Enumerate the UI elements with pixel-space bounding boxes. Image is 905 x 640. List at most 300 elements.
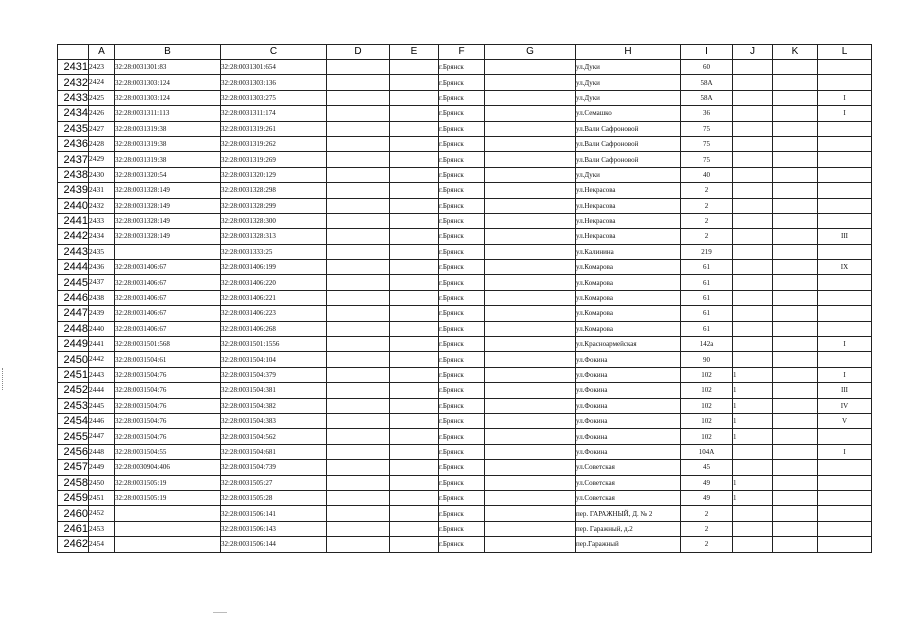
cell-d[interactable] — [327, 337, 390, 352]
cell-e[interactable] — [390, 275, 439, 290]
cell-f[interactable]: г.Брянск — [439, 537, 485, 552]
cell-b[interactable]: 32:28:0031504:76 — [115, 413, 221, 428]
cell-f[interactable]: г.Брянск — [439, 444, 485, 459]
row-number-cell[interactable]: 2447 — [58, 306, 89, 321]
cell-c[interactable]: 32:28:0031506:143 — [221, 521, 327, 536]
cell-c[interactable]: 32:28:0031504:383 — [221, 413, 327, 428]
cell-e[interactable] — [390, 367, 439, 382]
cell-h[interactable]: ул.Комарова — [576, 290, 681, 305]
cell-j[interactable] — [733, 506, 773, 521]
row-number-cell[interactable]: 2461 — [58, 521, 89, 536]
column-header-a[interactable]: A — [89, 45, 115, 60]
cell-k[interactable] — [773, 460, 818, 475]
cell-g[interactable] — [485, 352, 576, 367]
cell-k[interactable] — [773, 337, 818, 352]
cell-c[interactable]: 32:28:0031504:739 — [221, 460, 327, 475]
cell-e[interactable] — [390, 490, 439, 505]
cell-k[interactable] — [773, 290, 818, 305]
cell-g[interactable] — [485, 444, 576, 459]
cell-b[interactable]: 32:28:0031406:67 — [115, 290, 221, 305]
cell-k[interactable] — [773, 90, 818, 105]
cell-e[interactable] — [390, 475, 439, 490]
row-number-cell[interactable]: 2436 — [58, 136, 89, 151]
cell-d[interactable] — [327, 429, 390, 444]
column-header-j[interactable]: J — [733, 45, 773, 60]
cell-j[interactable] — [733, 60, 773, 75]
cell-k[interactable] — [773, 367, 818, 382]
cell-f[interactable]: г.Брянск — [439, 244, 485, 259]
cell-a[interactable]: 2450 — [89, 475, 115, 490]
cell-h[interactable]: ул.Советская — [576, 475, 681, 490]
cell-f[interactable]: г.Брянск — [439, 475, 485, 490]
cell-b[interactable]: 32:28:0031311:113 — [115, 106, 221, 121]
cell-b[interactable]: 32:28:0031301:83 — [115, 60, 221, 75]
cell-k[interactable] — [773, 244, 818, 259]
cell-b[interactable]: 32:28:0031319:38 — [115, 152, 221, 167]
cell-c[interactable]: 32:28:0031303:275 — [221, 90, 327, 105]
cell-f[interactable]: г.Брянск — [439, 352, 485, 367]
column-header-k[interactable]: K — [773, 45, 818, 60]
cell-h[interactable]: ул.Некрасова — [576, 198, 681, 213]
cell-g[interactable] — [485, 490, 576, 505]
cell-k[interactable] — [773, 429, 818, 444]
cell-f[interactable]: г.Брянск — [439, 490, 485, 505]
cell-a[interactable]: 2433 — [89, 213, 115, 228]
cell-j[interactable] — [733, 183, 773, 198]
cell-f[interactable]: г.Брянск — [439, 152, 485, 167]
cell-l[interactable] — [818, 521, 872, 536]
cell-j[interactable] — [733, 537, 773, 552]
cell-d[interactable] — [327, 521, 390, 536]
cell-h[interactable]: ул.Вали Сафроновой — [576, 152, 681, 167]
cell-f[interactable]: г.Брянск — [439, 321, 485, 336]
cell-j[interactable] — [733, 290, 773, 305]
cell-k[interactable] — [773, 106, 818, 121]
cell-k[interactable] — [773, 352, 818, 367]
cell-f[interactable]: г.Брянск — [439, 290, 485, 305]
row-number-cell[interactable]: 2442 — [58, 229, 89, 244]
cell-i[interactable]: 40 — [681, 167, 733, 182]
corner-cell[interactable] — [58, 45, 89, 60]
cell-d[interactable] — [327, 198, 390, 213]
cell-k[interactable] — [773, 275, 818, 290]
cell-h[interactable]: ул.Фокина — [576, 398, 681, 413]
cell-a[interactable]: 2430 — [89, 167, 115, 182]
cell-l[interactable] — [818, 167, 872, 182]
cell-d[interactable] — [327, 306, 390, 321]
cell-c[interactable]: 32:28:0031506:141 — [221, 506, 327, 521]
cell-h[interactable]: ул.Дуки — [576, 60, 681, 75]
cell-g[interactable] — [485, 198, 576, 213]
cell-b[interactable]: 32:28:0031504:76 — [115, 367, 221, 382]
cell-a[interactable]: 2431 — [89, 183, 115, 198]
cell-d[interactable] — [327, 183, 390, 198]
cell-l[interactable]: I — [818, 90, 872, 105]
cell-j[interactable]: 1 — [733, 429, 773, 444]
cell-f[interactable]: г.Брянск — [439, 460, 485, 475]
row-number-cell[interactable]: 2441 — [58, 213, 89, 228]
cell-d[interactable] — [327, 60, 390, 75]
row-number-cell[interactable]: 2455 — [58, 429, 89, 444]
row-number-cell[interactable]: 2454 — [58, 413, 89, 428]
cell-b[interactable]: 32:28:0031328:149 — [115, 213, 221, 228]
cell-a[interactable]: 2432 — [89, 198, 115, 213]
cell-d[interactable] — [327, 383, 390, 398]
cell-j[interactable] — [733, 321, 773, 336]
cell-l[interactable] — [818, 321, 872, 336]
cell-j[interactable]: 1 — [733, 367, 773, 382]
cell-l[interactable] — [818, 460, 872, 475]
cell-g[interactable] — [485, 136, 576, 151]
cell-a[interactable]: 2438 — [89, 290, 115, 305]
cell-j[interactable] — [733, 90, 773, 105]
cell-b[interactable]: 32:28:0031504:76 — [115, 383, 221, 398]
cell-k[interactable] — [773, 60, 818, 75]
row-number-cell[interactable]: 2448 — [58, 321, 89, 336]
cell-i[interactable]: 60 — [681, 60, 733, 75]
cell-i[interactable]: 102 — [681, 398, 733, 413]
cell-j[interactable] — [733, 337, 773, 352]
cell-d[interactable] — [327, 321, 390, 336]
cell-d[interactable] — [327, 506, 390, 521]
cell-c[interactable]: 32:28:0031504:104 — [221, 352, 327, 367]
cell-f[interactable]: г.Брянск — [439, 90, 485, 105]
row-number-cell[interactable]: 2452 — [58, 383, 89, 398]
cell-e[interactable] — [390, 537, 439, 552]
cell-d[interactable] — [327, 260, 390, 275]
cell-g[interactable] — [485, 383, 576, 398]
cell-k[interactable] — [773, 183, 818, 198]
cell-k[interactable] — [773, 383, 818, 398]
cell-g[interactable] — [485, 521, 576, 536]
cell-e[interactable] — [390, 321, 439, 336]
cell-b[interactable]: 32:28:0031303:124 — [115, 75, 221, 90]
cell-l[interactable] — [818, 352, 872, 367]
cell-l[interactable] — [818, 198, 872, 213]
cell-b[interactable] — [115, 244, 221, 259]
cell-i[interactable]: 102 — [681, 429, 733, 444]
row-number-cell[interactable]: 2459 — [58, 490, 89, 505]
cell-a[interactable]: 2441 — [89, 337, 115, 352]
cell-i[interactable]: 142а — [681, 337, 733, 352]
cell-i[interactable]: 75 — [681, 152, 733, 167]
cell-a[interactable]: 2439 — [89, 306, 115, 321]
cell-f[interactable]: г.Брянск — [439, 398, 485, 413]
cell-a[interactable]: 2451 — [89, 490, 115, 505]
cell-d[interactable] — [327, 275, 390, 290]
cell-c[interactable]: 32:28:0031328:300 — [221, 213, 327, 228]
cell-g[interactable] — [485, 152, 576, 167]
cell-g[interactable] — [485, 121, 576, 136]
cell-k[interactable] — [773, 306, 818, 321]
cell-l[interactable]: III — [818, 383, 872, 398]
cell-g[interactable] — [485, 183, 576, 198]
cell-i[interactable]: 219 — [681, 244, 733, 259]
cell-i[interactable]: 61 — [681, 321, 733, 336]
cell-f[interactable]: г.Брянск — [439, 60, 485, 75]
cell-i[interactable]: 2 — [681, 537, 733, 552]
cell-g[interactable] — [485, 537, 576, 552]
cell-g[interactable] — [485, 229, 576, 244]
cell-c[interactable]: 32:28:0031303:136 — [221, 75, 327, 90]
cell-l[interactable] — [818, 244, 872, 259]
cell-c[interactable]: 32:28:0031319:261 — [221, 121, 327, 136]
cell-a[interactable]: 2442 — [89, 352, 115, 367]
cell-c[interactable]: 32:28:0031504:379 — [221, 367, 327, 382]
cell-c[interactable]: 32:28:0031333:25 — [221, 244, 327, 259]
cell-k[interactable] — [773, 136, 818, 151]
cell-g[interactable] — [485, 60, 576, 75]
cell-d[interactable] — [327, 75, 390, 90]
cell-i[interactable]: 36 — [681, 106, 733, 121]
cell-h[interactable]: ул.Комарова — [576, 260, 681, 275]
cell-h[interactable]: ул.Калинина — [576, 244, 681, 259]
cell-j[interactable] — [733, 167, 773, 182]
cell-j[interactable]: 1 — [733, 398, 773, 413]
cell-l[interactable] — [818, 136, 872, 151]
cell-h[interactable]: пер. ГАРАЖНЫЙ, Д. № 2 — [576, 506, 681, 521]
cell-e[interactable] — [390, 229, 439, 244]
cell-l[interactable] — [818, 152, 872, 167]
cell-j[interactable] — [733, 229, 773, 244]
cell-g[interactable] — [485, 460, 576, 475]
cell-d[interactable] — [327, 444, 390, 459]
cell-d[interactable] — [327, 167, 390, 182]
cell-g[interactable] — [485, 290, 576, 305]
cell-h[interactable]: ул.Фокина — [576, 413, 681, 428]
cell-b[interactable]: 32:28:0031406:67 — [115, 321, 221, 336]
cell-f[interactable]: г.Брянск — [439, 275, 485, 290]
cell-h[interactable]: ул.Семашко — [576, 106, 681, 121]
cell-g[interactable] — [485, 167, 576, 182]
cell-k[interactable] — [773, 213, 818, 228]
cell-a[interactable]: 2452 — [89, 506, 115, 521]
cell-j[interactable] — [733, 460, 773, 475]
cell-b[interactable]: 32:28:0031505:19 — [115, 490, 221, 505]
cell-c[interactable]: 32:28:0031319:269 — [221, 152, 327, 167]
cell-a[interactable]: 2423 — [89, 60, 115, 75]
cell-i[interactable]: 2 — [681, 506, 733, 521]
cell-d[interactable] — [327, 136, 390, 151]
cell-l[interactable]: I — [818, 106, 872, 121]
cell-l[interactable] — [818, 213, 872, 228]
row-number-cell[interactable]: 2438 — [58, 167, 89, 182]
cell-a[interactable]: 2447 — [89, 429, 115, 444]
cell-d[interactable] — [327, 413, 390, 428]
cell-e[interactable] — [390, 213, 439, 228]
row-number-cell[interactable]: 2439 — [58, 183, 89, 198]
cell-i[interactable]: 49 — [681, 490, 733, 505]
cell-a[interactable]: 2435 — [89, 244, 115, 259]
cell-b[interactable]: 32:28:0031504:61 — [115, 352, 221, 367]
cell-a[interactable]: 2446 — [89, 413, 115, 428]
cell-h[interactable]: ул.Советская — [576, 460, 681, 475]
cell-l[interactable] — [818, 475, 872, 490]
cell-f[interactable]: г.Брянск — [439, 337, 485, 352]
cell-h[interactable]: ул.Фокина — [576, 383, 681, 398]
cell-a[interactable]: 2428 — [89, 136, 115, 151]
cell-g[interactable] — [485, 398, 576, 413]
cell-c[interactable]: 32:28:0031406:221 — [221, 290, 327, 305]
cell-a[interactable]: 2424 — [89, 75, 115, 90]
cell-h[interactable]: ул.Дуки — [576, 90, 681, 105]
cell-l[interactable] — [818, 429, 872, 444]
cell-l[interactable] — [818, 306, 872, 321]
cell-b[interactable]: 32:28:0031319:38 — [115, 121, 221, 136]
cell-g[interactable] — [485, 506, 576, 521]
cell-f[interactable]: г.Брянск — [439, 213, 485, 228]
cell-g[interactable] — [485, 260, 576, 275]
cell-k[interactable] — [773, 413, 818, 428]
cell-d[interactable] — [327, 367, 390, 382]
cell-e[interactable] — [390, 383, 439, 398]
cell-f[interactable]: г.Брянск — [439, 167, 485, 182]
cell-j[interactable] — [733, 121, 773, 136]
cell-i[interactable]: 49 — [681, 475, 733, 490]
column-header-e[interactable]: E — [390, 45, 439, 60]
cell-b[interactable]: 32:28:0031501:568 — [115, 337, 221, 352]
cell-c[interactable]: 32:28:0031505:28 — [221, 490, 327, 505]
cell-b[interactable]: 32:28:0031328:149 — [115, 198, 221, 213]
cell-f[interactable]: г.Брянск — [439, 229, 485, 244]
cell-a[interactable]: 2445 — [89, 398, 115, 413]
cell-e[interactable] — [390, 260, 439, 275]
column-header-d[interactable]: D — [327, 45, 390, 60]
cell-i[interactable]: 90 — [681, 352, 733, 367]
cell-l[interactable]: I — [818, 367, 872, 382]
cell-k[interactable] — [773, 121, 818, 136]
cell-j[interactable] — [733, 213, 773, 228]
cell-j[interactable] — [733, 106, 773, 121]
cell-e[interactable] — [390, 136, 439, 151]
cell-c[interactable]: 32:28:0031504:382 — [221, 398, 327, 413]
row-number-cell[interactable]: 2451 — [58, 367, 89, 382]
cell-c[interactable]: 32:28:0031406:199 — [221, 260, 327, 275]
cell-c[interactable]: 32:28:0031406:223 — [221, 306, 327, 321]
cell-c[interactable]: 32:28:0031328:313 — [221, 229, 327, 244]
cell-k[interactable] — [773, 75, 818, 90]
cell-i[interactable]: 75 — [681, 136, 733, 151]
cell-h[interactable]: ул.Некрасова — [576, 183, 681, 198]
cell-g[interactable] — [485, 106, 576, 121]
cell-a[interactable]: 2443 — [89, 367, 115, 382]
cell-g[interactable] — [485, 367, 576, 382]
column-header-g[interactable]: G — [485, 45, 576, 60]
cell-g[interactable] — [485, 337, 576, 352]
cell-f[interactable]: г.Брянск — [439, 367, 485, 382]
cell-e[interactable] — [390, 352, 439, 367]
cell-d[interactable] — [327, 106, 390, 121]
cell-l[interactable] — [818, 75, 872, 90]
cell-g[interactable] — [485, 321, 576, 336]
cell-k[interactable] — [773, 152, 818, 167]
cell-i[interactable]: 61 — [681, 306, 733, 321]
cell-f[interactable]: г.Брянск — [439, 198, 485, 213]
cell-l[interactable]: V — [818, 413, 872, 428]
cell-e[interactable] — [390, 521, 439, 536]
cell-h[interactable]: пер. Гаражный, д.2 — [576, 521, 681, 536]
cell-e[interactable] — [390, 398, 439, 413]
cell-j[interactable] — [733, 260, 773, 275]
cell-e[interactable] — [390, 90, 439, 105]
cell-l[interactable]: I — [818, 444, 872, 459]
cell-g[interactable] — [485, 306, 576, 321]
cell-g[interactable] — [485, 75, 576, 90]
cell-l[interactable]: III — [818, 229, 872, 244]
row-number-cell[interactable]: 2457 — [58, 460, 89, 475]
cell-f[interactable]: г.Брянск — [439, 136, 485, 151]
cell-d[interactable] — [327, 352, 390, 367]
cell-f[interactable]: г.Брянск — [439, 521, 485, 536]
cell-b[interactable] — [115, 506, 221, 521]
cell-e[interactable] — [390, 106, 439, 121]
cell-a[interactable]: 2454 — [89, 537, 115, 552]
cell-e[interactable] — [390, 429, 439, 444]
cell-d[interactable] — [327, 90, 390, 105]
cell-h[interactable]: ул.Комарова — [576, 306, 681, 321]
cell-e[interactable] — [390, 183, 439, 198]
row-number-cell[interactable]: 2456 — [58, 444, 89, 459]
cell-e[interactable] — [390, 167, 439, 182]
cell-c[interactable]: 32:28:0031501:1556 — [221, 337, 327, 352]
cell-g[interactable] — [485, 413, 576, 428]
cell-c[interactable]: 32:28:0031505:27 — [221, 475, 327, 490]
cell-j[interactable] — [733, 244, 773, 259]
cell-j[interactable]: 1 — [733, 490, 773, 505]
cell-b[interactable]: 32:28:0031504:76 — [115, 429, 221, 444]
cell-l[interactable]: I — [818, 337, 872, 352]
cell-c[interactable]: 32:28:0031320:129 — [221, 167, 327, 182]
column-header-l[interactable]: L — [818, 45, 872, 60]
row-number-cell[interactable]: 2450 — [58, 352, 89, 367]
cell-k[interactable] — [773, 260, 818, 275]
cell-e[interactable] — [390, 152, 439, 167]
cell-d[interactable] — [327, 121, 390, 136]
row-number-cell[interactable]: 2445 — [58, 275, 89, 290]
cell-l[interactable] — [818, 537, 872, 552]
cell-i[interactable]: 2 — [681, 229, 733, 244]
cell-b[interactable] — [115, 521, 221, 536]
cell-l[interactable] — [818, 60, 872, 75]
cell-l[interactable] — [818, 275, 872, 290]
cell-d[interactable] — [327, 152, 390, 167]
cell-i[interactable]: 104А — [681, 444, 733, 459]
row-number-cell[interactable]: 2440 — [58, 198, 89, 213]
cell-b[interactable]: 32:28:0031319:38 — [115, 136, 221, 151]
cell-l[interactable] — [818, 290, 872, 305]
cell-d[interactable] — [327, 290, 390, 305]
column-header-f[interactable]: F — [439, 45, 485, 60]
cell-d[interactable] — [327, 460, 390, 475]
column-header-i[interactable]: I — [681, 45, 733, 60]
cell-c[interactable]: 32:28:0031311:174 — [221, 106, 327, 121]
cell-k[interactable] — [773, 321, 818, 336]
cell-c[interactable]: 32:28:0031328:299 — [221, 198, 327, 213]
cell-i[interactable]: 61 — [681, 275, 733, 290]
cell-j[interactable] — [733, 306, 773, 321]
cell-f[interactable]: г.Брянск — [439, 183, 485, 198]
cell-l[interactable] — [818, 121, 872, 136]
row-number-cell[interactable]: 2458 — [58, 475, 89, 490]
cell-h[interactable]: ул.Некрасова — [576, 229, 681, 244]
cell-i[interactable]: 2 — [681, 213, 733, 228]
cell-b[interactable]: 32:28:0031504:55 — [115, 444, 221, 459]
cell-l[interactable] — [818, 183, 872, 198]
cell-f[interactable]: г.Брянск — [439, 106, 485, 121]
column-header-h[interactable]: H — [576, 45, 681, 60]
cell-k[interactable] — [773, 398, 818, 413]
cell-f[interactable]: г.Брянск — [439, 429, 485, 444]
